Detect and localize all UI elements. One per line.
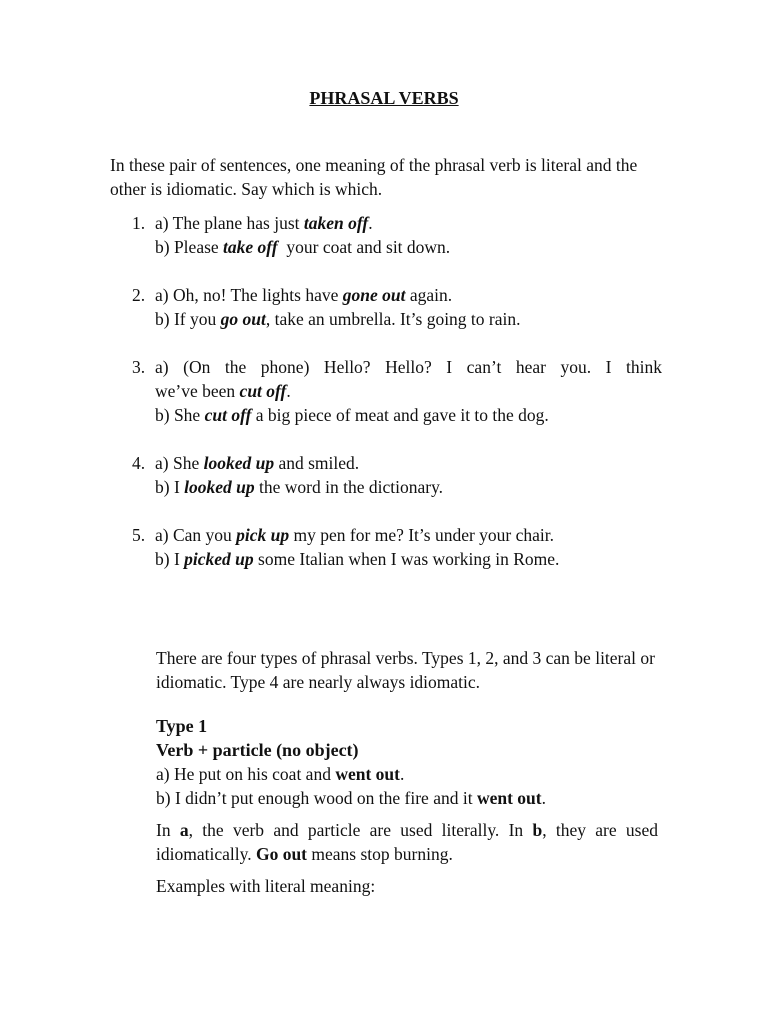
type-1-example-b <box>156 786 658 810</box>
exercise-item-2 <box>132 283 662 331</box>
sentence-text: b) I <box>155 477 185 497</box>
sentence-b <box>155 475 662 499</box>
sentence-text: your coat and sit down. <box>277 237 451 257</box>
phrasal-verb: go out <box>220 309 266 329</box>
sentence-text: b) I <box>155 549 185 569</box>
types-intro-paragraph: There are four types of phrasal verbs. Types 1, 2, and 3 can be literal or idiomatic. Type 4 are nearly always idiomatic. <box>156 648 655 692</box>
sentence-text: and smiled. <box>274 453 360 473</box>
sentence-text: a) Oh, no! The lights have <box>155 285 343 305</box>
example-text: a) He put on his coat and <box>156 764 336 784</box>
sentence-a <box>155 451 662 475</box>
sentence-text: a big piece of meat and gave it to the dog. <box>251 405 549 425</box>
phrasal-verb-types-section <box>156 646 658 898</box>
exercise-number: 3. <box>132 357 146 377</box>
type-1-example-a <box>156 762 658 786</box>
exercise-number: 1. <box>132 213 146 233</box>
sentence-a-line-2 <box>155 379 662 403</box>
sentence-a <box>155 283 662 307</box>
type-1-subheading: Verb + particle (no object) <box>156 740 359 760</box>
sentence-b <box>155 403 662 427</box>
phrasal-verb: looked up <box>203 453 275 473</box>
sentence-a <box>155 523 662 547</box>
sentence-b <box>155 547 662 571</box>
sentence-text: a) She <box>155 453 204 473</box>
phrasal-verb: went out <box>335 764 400 784</box>
exercise-item-1 <box>132 211 662 259</box>
type-1-heading: Type 1 <box>156 716 208 736</box>
example-text: . <box>399 764 405 784</box>
exercise-number: 2. <box>132 285 146 305</box>
sentence-text: some Italian when I was working in Rome. <box>253 549 560 569</box>
sentence-a-line-1: a) (On the phone) Hello? Hello? I can’t hear you. I think <box>155 357 662 377</box>
example-reference-a: a <box>179 820 189 840</box>
examples-literal-label: Examples with literal meaning: <box>156 876 376 896</box>
sentence-text: again. <box>405 285 453 305</box>
sentence-b <box>155 307 662 331</box>
sentence-text: b) If you <box>155 309 221 329</box>
phrasal-verb: Go out <box>255 844 308 864</box>
sentence-text: the word in the dictionary. <box>254 477 444 497</box>
exercise-list <box>132 211 662 595</box>
exercise-item-5 <box>132 523 662 571</box>
sentence-text: a) Can you <box>155 525 237 545</box>
phrasal-verb: taken off <box>303 213 369 233</box>
explanation-text: means stop burning. <box>307 844 453 864</box>
explanation-text: In <box>156 820 180 840</box>
phrasal-verb: cut off <box>239 381 287 401</box>
sentence-text: , take an umbrella. It’s going to rain. <box>265 309 521 329</box>
sentence-text: b) She <box>155 405 205 425</box>
phrasal-verb: pick up <box>236 525 290 545</box>
phrasal-verb: cut off <box>204 405 252 425</box>
example-text: b) I didn’t put enough wood on the fire and it <box>156 788 477 808</box>
explanation-text: , the verb and particle are used literally. In <box>188 820 533 840</box>
exercise-number: 5. <box>132 525 146 545</box>
page-title: PHRASAL VERBS <box>309 88 459 108</box>
exercise-number: 4. <box>132 453 146 473</box>
phrasal-verb: went out <box>476 788 542 808</box>
sentence-a <box>155 211 662 235</box>
example-reference-b: b <box>532 820 543 840</box>
explanation-text: , they are used idiomatically. <box>156 820 659 864</box>
sentence-text: we’ve been <box>155 381 240 401</box>
sentence-b <box>155 235 662 259</box>
example-text: . <box>541 788 546 808</box>
exercise-item-3 <box>132 355 662 427</box>
phrasal-verb: take off <box>223 237 278 257</box>
sentence-text: my pen for me? It’s under your chair. <box>289 525 555 545</box>
intro-paragraph: In these pair of sentences, one meaning of the phrasal verb is literal and the other is idiomatic. Say which is which. <box>110 155 638 199</box>
exercise-item-4 <box>132 451 662 499</box>
sentence-text: . <box>286 381 291 401</box>
type-1-explanation <box>156 818 658 866</box>
sentence-text: b) Please <box>155 237 224 257</box>
sentence-text: a) The plane has just <box>155 213 304 233</box>
phrasal-verb: gone out <box>342 285 406 305</box>
sentence-text: . <box>368 213 373 233</box>
phrasal-verb: picked up <box>184 549 254 569</box>
phrasal-verb: looked up <box>184 477 255 497</box>
